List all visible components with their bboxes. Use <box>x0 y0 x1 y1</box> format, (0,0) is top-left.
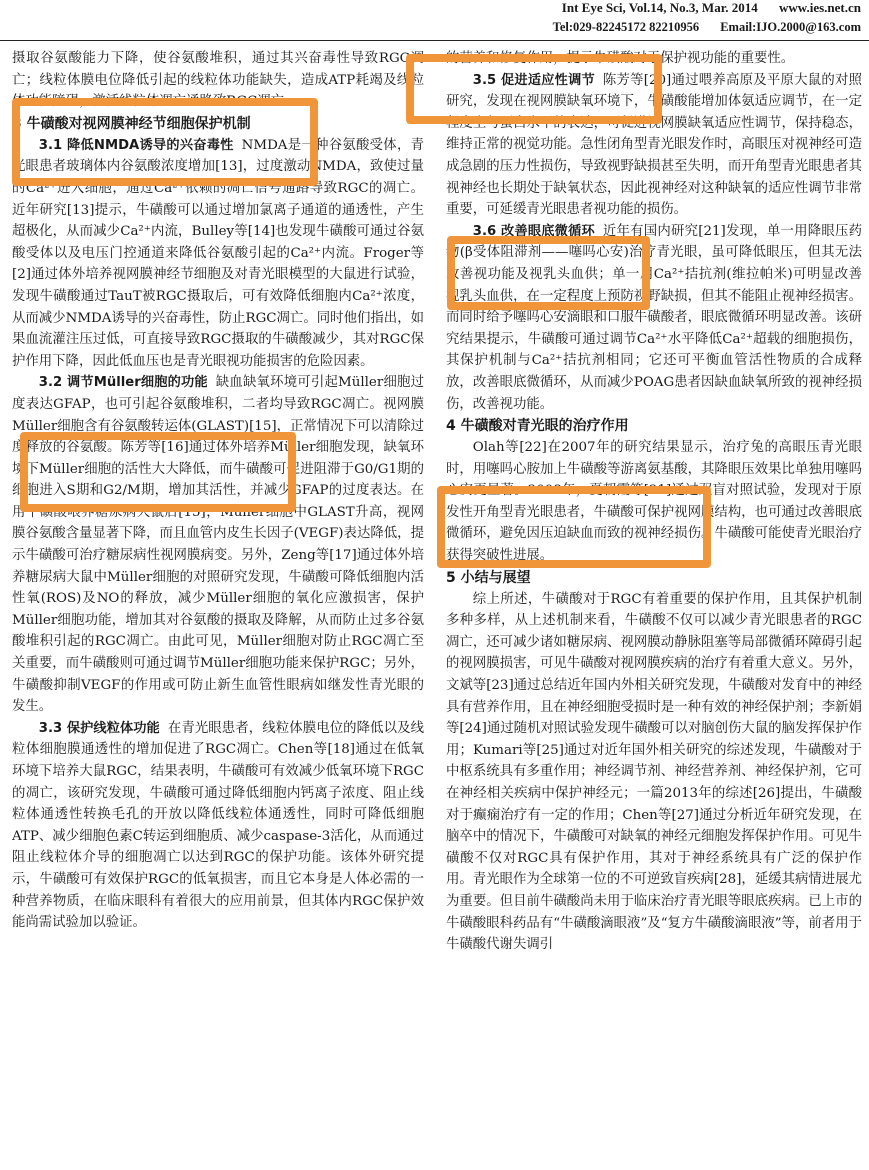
section-3-6-body: 近年有国内研究[21]发现，单一用降眼压药物(β受体阻滞剂——噻吗心安)治疗青光眼，虽可降低眼压，但其无法改善视功能及视乳头血供；单一用Ca²⁺拮抗剂(维拉帕米)可明显改善视乳头血供，在一定程度上预防视野缺损，但其不能阻止视神经损害。而同时给予噻吗心安滴眼和口服牛磺酸者，眼底微循环明显改善。该研究结果提示，牛磺酸可通过调节Ca²⁺水平降低Ca²⁺超载的细胞损伤，其保护机制与Ca²⁺拮抗剂相同；它还可平衡血管活性物质的合成释放，改善眼底微循环，从而减少POAG患者因缺血缺氧所致的视神经损伤，改善视功能。 <box>446 223 862 412</box>
journal-website: www.ies.net.cn <box>779 0 861 15</box>
section-4-paragraph: Olah等[22]在2007年的研究结果显示，治疗兔的高眼压青光眼时，用噻吗心胺加上牛磺酸等游离氨基酸，其降眼压效果比单独用噻吗心安更显著。2008年，夏朝霞等[21]通过双盲对照试验，发现对于原发性开角型青光眼患者，牛磺酸可保护视网膜结构，也可通过改善眼底微循环，避免因压迫缺血而致的视神经损伤。牛磺酸可能使青光眼治疗获得突破性进展。 <box>446 440 862 564</box>
journal-issue: Int Eye Sci, Vol.14, No.3, Mar. 2014 <box>561 0 758 15</box>
section-3-3-body: 在青光眼患者，线粒体膜电位的降低以及线粒体细胞膜通透性的增加促进了RGC凋亡。Chen等[18]通过在低氧环境下培养大鼠RGC，结果表明，牛磺酸可有效减少低氧环境下RGC的凋亡，该研究发现，牛磺酸可通过降低细胞内钙离子浓度、阻止线粒体通透性转换毛孔的开放以降低线粒体通透性，同时可降低细胞ATP、减少细胞色素C转运到细胞质、减少caspase-3活化，从而通过阻止线粒体介导的细胞凋亡以达到RGC的保护功能。该体外研究提示，牛磺酸可有效保护RGC的低氧损害，而且它本身是人体必需的一种营养物质，在临床眼科有着很大的应用前景，但其体内RGC保护效能尚需试验加以验证。 <box>12 720 424 931</box>
left-intro-paragraph: 摄取谷氨酸能力下降，使谷氨酸堆积，通过其兴奋毒性导致RGC凋亡；线粒体膜电位降低引起的线粒体功能缺失，造成ATP耗竭及线粒体功能障碍，激活线粒体凋亡通路致RGC凋亡。 <box>12 51 424 110</box>
section-3-heading: 3 牛磺酸对视网膜神经节细胞保护机制 <box>12 115 251 132</box>
section-3-3-paragraph <box>12 718 424 934</box>
section-3-6-title: 3.6 改善眼底微循环 <box>472 223 595 239</box>
section-3-6-paragraph <box>446 221 862 415</box>
section-3-5-body: 陈芳等[20]通过喂养高原及平原大鼠的对照研究，发现在视网膜缺氧环境下，牛磺酸能增加体氨适应调节，在一定程度上与蛋白水平的表达，可促进视网膜缺氧适应性调节，保持稳态，维持正常的视觉功能。急性闭角型青光眼发作时，高眼压对视神经可造成急剧的压力性损伤，导致视野缺损甚至失明，而开角型青光眼患者其视神经也长期处于缺氧状态，因此视神经对这种缺氧的适应性调节非常重要，可延缓青光眼患者视功能的损伤。 <box>446 72 862 218</box>
section-3-5-paragraph <box>446 70 862 221</box>
journal-email: Email:IJO.2000@163.com <box>720 20 861 34</box>
journal-tel: Tel:029-82245172 82210956 <box>552 20 700 34</box>
journal-contact-line <box>535 20 861 35</box>
right-intro-paragraph: 的营养和修复作用，提示牛磺酸对于保护视功能的重要性。 <box>446 51 795 66</box>
section-3-3-title: 3.3 保护线粒体功能 <box>38 720 160 736</box>
section-3-1-paragraph <box>12 135 424 373</box>
section-3-2-body: 缺血缺氧环境可引起Müller细胞过度表达GFAP，也可引起谷氨酸堆积，二者均导致RGC凋亡。视网膜Müller细胞含有谷氨酸转运体(GLAST)[15]，正常情况下可以清除过度释放的谷氨酸。陈芳等[16]通过体外培养Müller细胞发现，缺氧环境下Müller细胞的活性大大降低，而牛磺酸可促进阻滞于G0/G1期的细胞进入S期和G2/M期，增加其活性，并减少GFAP的过度表达。在用牛磺酸喂养糖尿病大鼠后[15]，Müller细胞中GLAST升高，视网膜谷氨酸含量显著下降，而且血管内皮生长因子(VEGF)表达降低，提示牛磺酸可治疗糖尿病性视网膜病变。另外，Zeng等[17]通过体外培养糖尿病大鼠中Müller细胞的对照研究发现，牛磺酸可降低细胞内活性氧(ROS)及NO的释放，减少Müller细胞的氧化应激损害，保护Müller细胞功能，增加其对谷氨酸的摄取及降解，从而防止过多谷氨酸堆积引起的RGC凋亡。由此可见，Müller细胞对防止RGC凋亡至关重要，而牛磺酸则可通过调节Müller细胞功能来保护RGC；另外，牛磺酸抑制VEGF的作用或可防止新生血管性眼病如继发性青光眼的发生。 <box>12 375 424 715</box>
left-column <box>12 48 424 1168</box>
section-3-5-title: 3.5 促进适应性调节 <box>472 72 595 88</box>
journal-header <box>0 0 869 41</box>
section-5-heading: 5 小结与展望 <box>446 569 531 586</box>
section-5-paragraph: 综上所述，牛磺酸对于RGC有着重要的保护作用，且其保护机制多种多样，从上述机制来看，牛磺酸不仅可以减少青光眼患者的RGC凋亡，还可减少诸如糖尿病、视网膜动静脉阻塞等局部微循环障碍引起的视网膜损害，可见牛磺酸对视网膜疾病的治疗有着重大意义。另外，文斌等[23]通过总结近年国内外相关研究发现，牛磺酸对发育中的神经具有营养作用，且在神经细胞受损时是一种有效的神经保护剂；李新娟等[24]通过随机对照试验发现牛磺酸可以对脑创伤大鼠的脑发挥保护作用；Kumari等[25]通过对近年国外相关研究的综述发现，牛磺酸对于中枢系统具有多重作用；神经调节剂、神经营养剂、神经保护剂，它可在神经相关疾病中保护神经元；一篇2013年的综述[26]提出，牛磺酸对于癫痫治疗有一定的作用；Chen等[27]通过分析近年研究发现，在脑卒中的情况下，牛磺酸可对缺氧的神经元细胞发挥保护作用。可见牛磺酸不仅对RGC具有保护作用，其对于神经系统具有广泛的保护作用。青光眼作为全球第一位的不可逆致盲疾病[28]，延缓其病情进展尤为重要。但目前牛磺酸尚未用于临床治疗青光眼等眼底疾病。已上市的牛磺酸眼科药品有“牛磺酸滴眼液”及“复方牛磺酸滴眼液”等，前者用于牛磺酸代谢失调引 <box>446 591 862 953</box>
section-3-2-title: 3.2 调节Müller细胞的功能 <box>38 375 208 391</box>
section-3-2-paragraph <box>12 372 424 718</box>
right-column <box>446 48 862 1168</box>
section-4-heading: 4 牛磺酸对青光眼的治疗作用 <box>446 418 629 435</box>
journal-citation-line <box>544 0 861 16</box>
section-3-1-title: 3.1 降低NMDA诱导的兴奋毒性 <box>38 137 234 153</box>
section-3-1-body: NMDA是一种谷氨酸受体，青光眼患者玻璃体内谷氨酸浓度增加[13]，过度激动NMDA，致使过量的Ca²⁺进入细胞，通过Ca²⁺依赖的凋亡信号通路导致RGC的凋亡。近年研究[13]提示，牛磺酸可以通过增加氯离子通道的通透性，产生超极化，从而减少Ca²⁺内流，Bulley等[14]也发现牛磺酸可通过谷氨酸受体以及电压门控通道来降低谷氨酸引起的Ca²⁺内流。Froger等[2]通过体外培养视网膜神经节细胞及对青光眼模型的大鼠进行试验，发现牛磺酸通过TauT被RGC摄取后，可有效降低细胞内Ca²⁺浓度，从而减少NMDA诱导的兴奋毒性，防止RGC凋亡。同时他们指出，如果血流灌注压过低，可直接导致RGC摄取的牛磺酸减少，其对RGC保护作用下降，因此低血压也是青光眼视功能损害的危险因素。 <box>12 137 424 369</box>
